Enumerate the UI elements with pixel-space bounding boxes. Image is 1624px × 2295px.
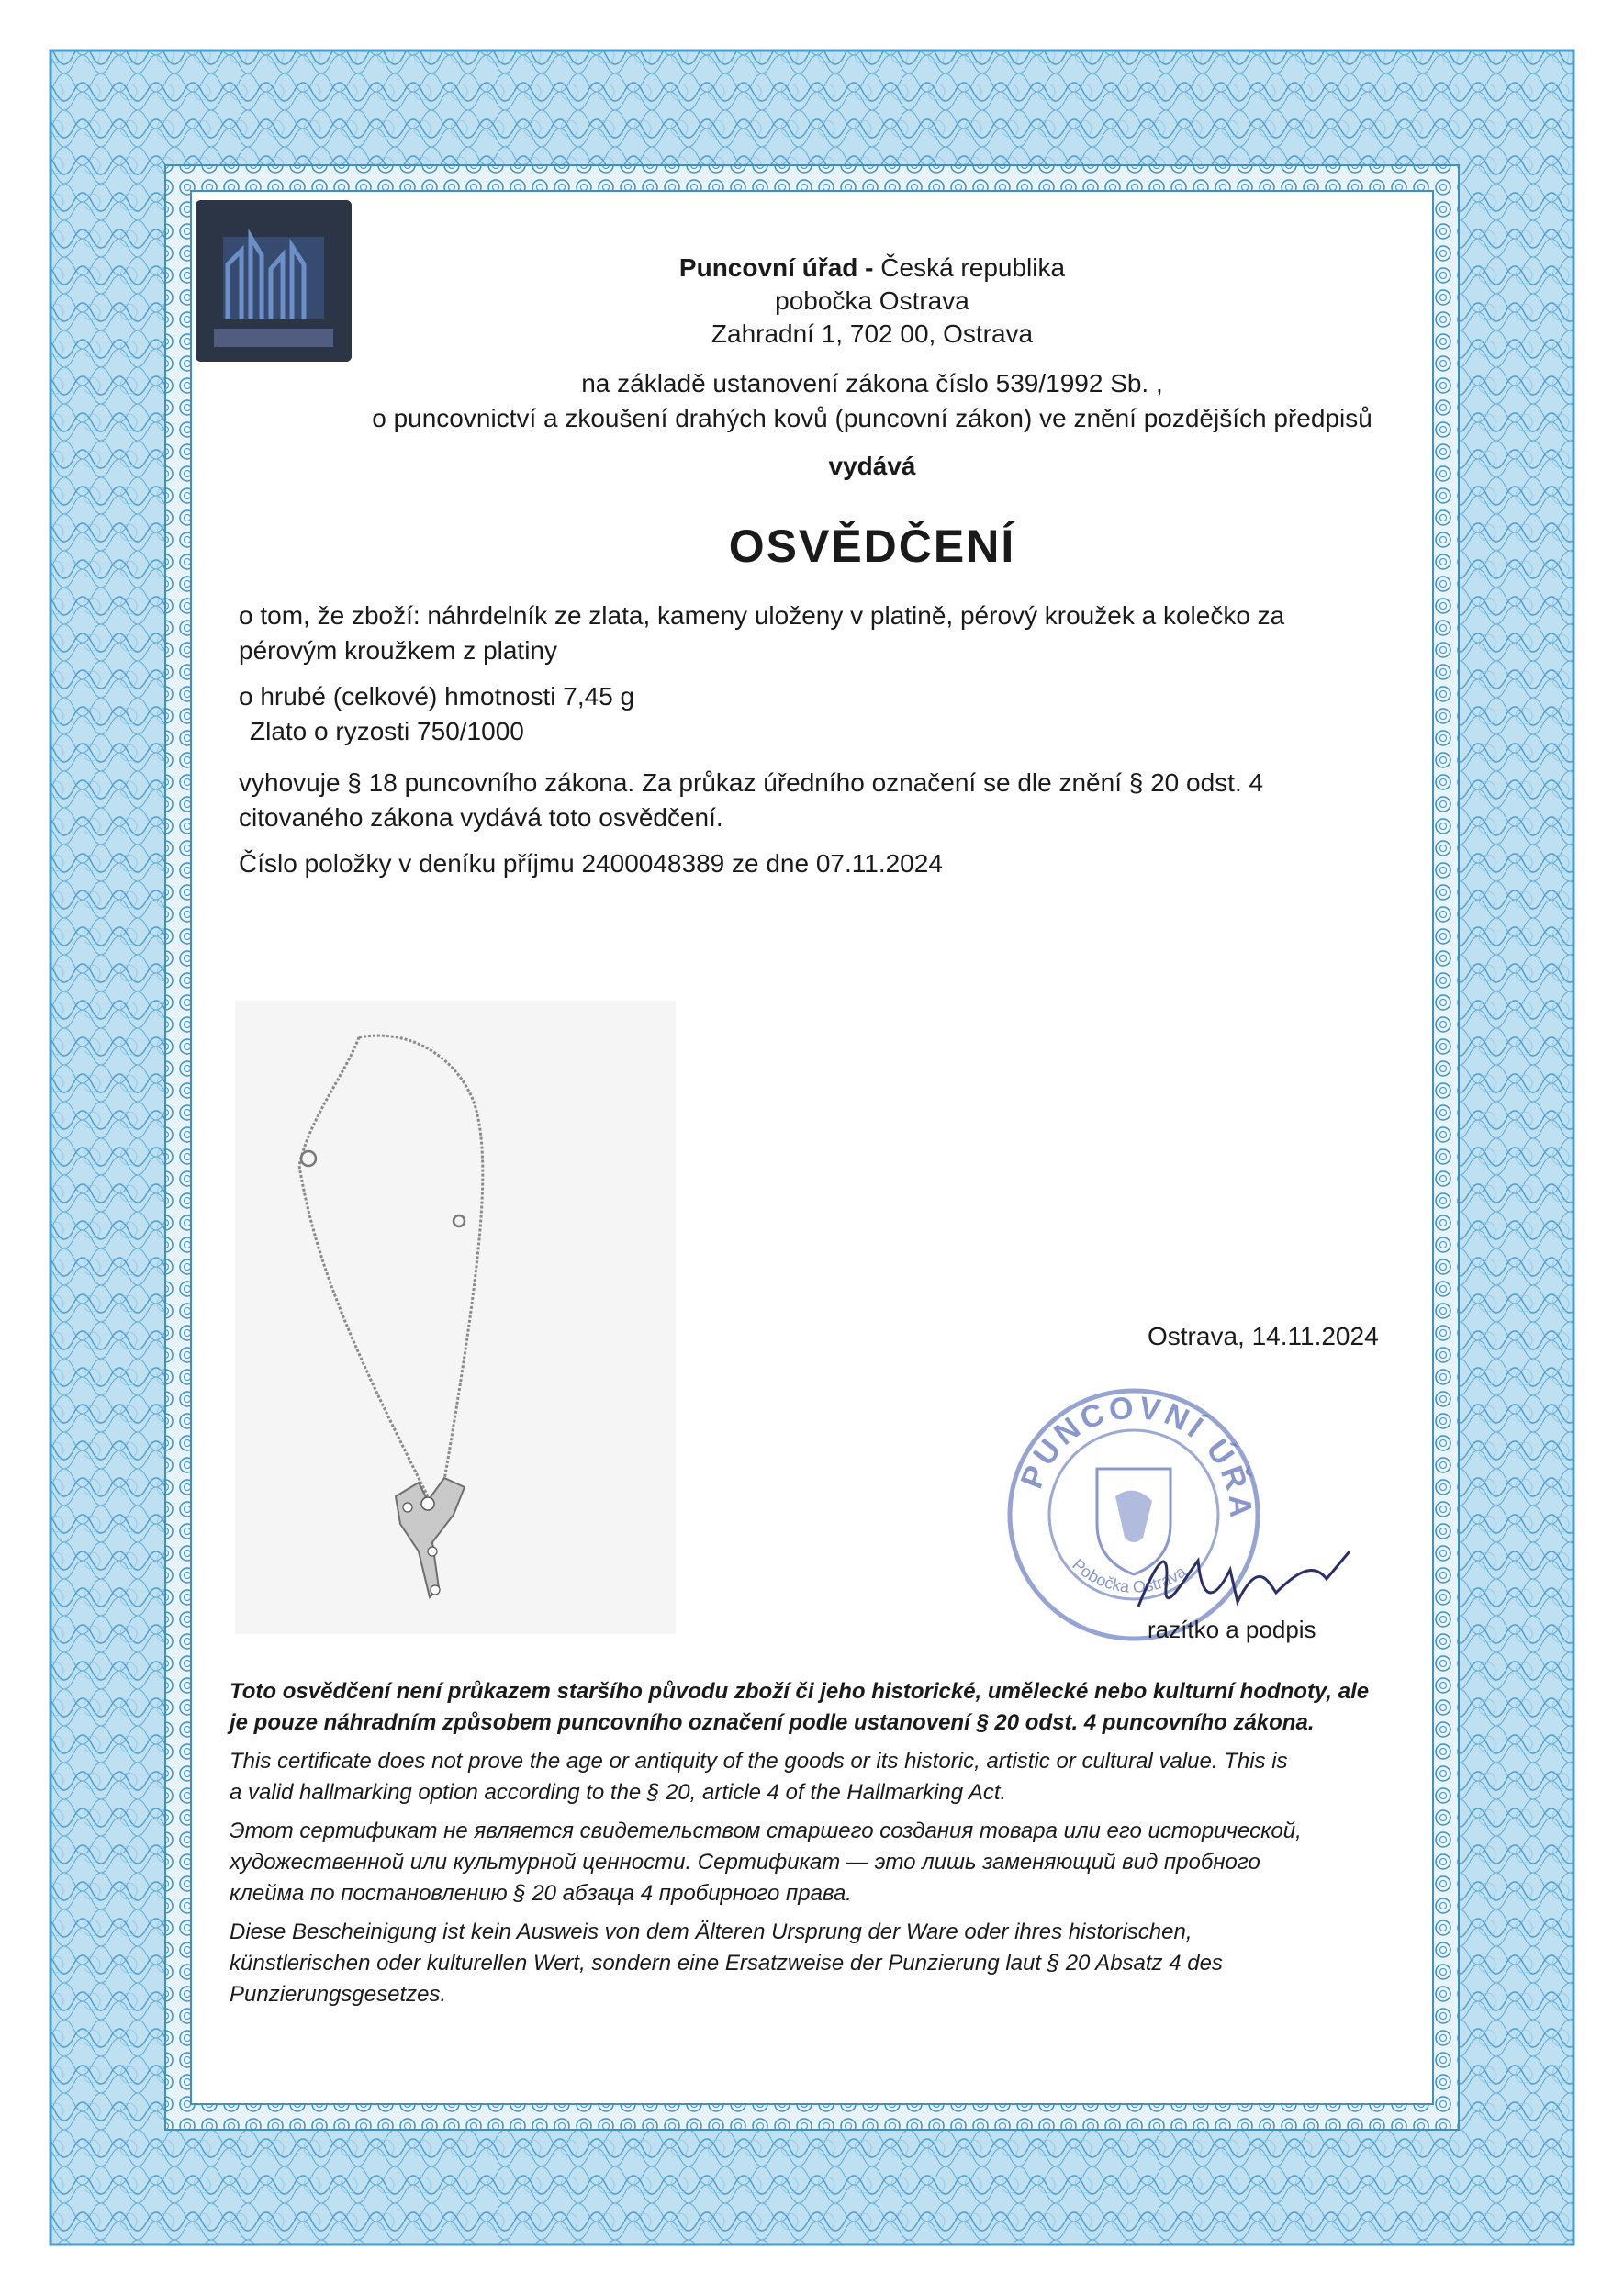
gross-weight: o hrubé (celkové) hmotnosti 7,45 g [239, 682, 635, 711]
disclaimer-ru [230, 1816, 1405, 1909]
issues-label: vydává [828, 452, 916, 480]
disclaimer-en-line1: This certificate does not prove the age or antiquity of the goods or its historic, artistic or cultural value. This is [230, 1749, 1288, 1774]
disclaimer-cz-line1: Toto osvědčení není průkazem staršího původu zboží či jeho historické, umělecké nebo kulturní hodnoty, ale [230, 1679, 1370, 1704]
disclaimer-ru-line3: клейма по постановлению § 20 абзаца 4 пробирного права. [230, 1881, 852, 1906]
disclaimer-de [230, 1917, 1405, 2010]
item-number: Číslo položky v deníku příjmu 2400048389 ze dne 07.11.2024 [239, 849, 943, 878]
gold-fineness: Zlato o ryzosti 750/1000 [250, 717, 524, 745]
branch-name: pobočka Ostrava [775, 286, 969, 315]
office-header [275, 253, 1469, 283]
disclaimer-cz [230, 1676, 1405, 1739]
office-address: Zahradní 1, 702 00, Ostrava [711, 319, 1034, 348]
necklace-photo [235, 1001, 676, 1634]
goods-description-line1: o tom, že zboží: náhrdelník ze zlata, kameny uloženy v platině, pérový kroužek a kolečko za [239, 601, 1285, 630]
disclaimer-ru-line1: Этот сертификат не является свидетельством старшего создания товара или его исторической, [230, 1819, 1302, 1843]
legal-basis-line1: na základě ustanovení zákona číslo 539/1992 Sb. , [581, 369, 1163, 397]
stamp-text-top: PUNCOVNÍ ÚŘA [1014, 1390, 1259, 1523]
certificate-title: OSVĚDČENÍ [728, 521, 1016, 572]
disclaimer-en-line2: a valid hallmarking option according to the § 20, article 4 of the Hallmarking Act. [230, 1780, 1007, 1805]
office-name: Puncovní úřad - [678, 253, 874, 282]
disclaimer-de-line1: Diese Bescheinigung ist kein Ausweis von dem Älteren Ursprung der Ware oder ihres historischen, [230, 1920, 1193, 1944]
office-country: Česká republika [873, 253, 1066, 282]
stamp-signature-label: razítko a podpis [1148, 1616, 1316, 1643]
disclaimer-ru-line2: художественной или культурной ценности. Сертификат — это лишь заменяющий вид пробного [230, 1850, 1260, 1875]
disclaimer-cz-line2: je pouze náhradním způsobem puncovního označení podle ustanovení § 20 odst. 4 puncovního zákona. [230, 1710, 1315, 1735]
compliance-line1: vyhovuje § 18 puncovního zákona. Za průkaz úředního označení se dle znění § 20 odst. 4 [239, 768, 1264, 797]
disclaimer-de-line2: künstlerischen oder kulturellen Wert, sondern eine Ersatzweise der Punzierung laut § 20 Absatz 4 des [230, 1951, 1223, 1976]
stamp-text-bottom: Pobočka Ostrava [1069, 1555, 1190, 1596]
goods-description-line2: pérovým kroužkem z platiny [239, 636, 558, 665]
disclaimer-en [230, 1746, 1405, 1808]
disclaimer-de-line3: Punzierungsgesetzes. [230, 1982, 447, 2007]
legal-basis-line2: o puncovnictví a zkoušení drahých kovů (puncovní zákon) ve znění pozdějších předpisů [372, 404, 1372, 432]
place-date: Ostrava, 14.11.2024 [1148, 1322, 1379, 1350]
compliance-line2: citovaného zákona vydává toto osvědčení. [239, 803, 723, 832]
